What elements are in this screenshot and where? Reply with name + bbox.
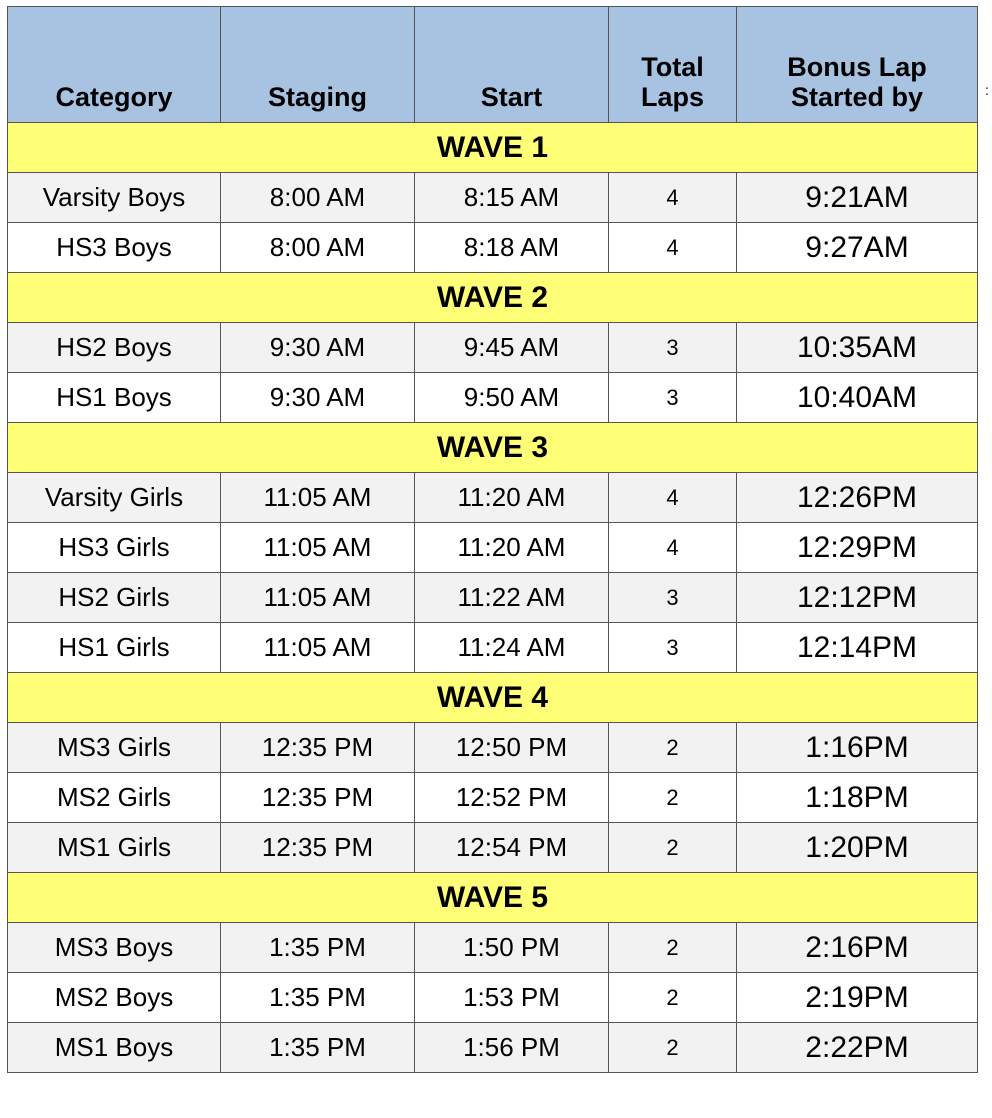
category-cell: Varsity Boys [8,173,221,223]
start-cell: 8:18 AM [415,223,609,273]
table-row [8,623,978,673]
bonus-cell: 2:22PM [737,1023,978,1073]
header-start: Start [415,7,609,123]
laps-cell: 3 [609,623,737,673]
bonus-cell: 1:20PM [737,823,978,873]
start-cell: 1:56 PM [415,1023,609,1073]
category-cell: HS2 Girls [8,573,221,623]
category-cell: MS2 Girls [8,773,221,823]
schedule-body [8,123,978,1073]
laps-cell: 3 [609,323,737,373]
category-cell: MS3 Boys [8,923,221,973]
start-cell: 12:52 PM [415,773,609,823]
category-cell: HS1 Girls [8,623,221,673]
laps-cell: 4 [609,523,737,573]
table-row [8,523,978,573]
table-row [8,573,978,623]
bonus-cell: 1:18PM [737,773,978,823]
table-row [8,973,978,1023]
start-cell: 11:20 AM [415,473,609,523]
start-cell: 11:20 AM [415,523,609,573]
wave-header-row [8,423,978,473]
staging-cell: 11:05 AM [221,473,415,523]
laps-cell: 2 [609,823,737,873]
wave-label: WAVE 1 [8,123,978,173]
wave-header-row [8,873,978,923]
table-row [8,773,978,823]
table-row [8,1023,978,1073]
category-cell: HS1 Boys [8,373,221,423]
race-schedule-table [7,6,978,1073]
category-cell: HS2 Boys [8,323,221,373]
bonus-cell: 2:19PM [737,973,978,1023]
laps-cell: 2 [609,773,737,823]
laps-cell: 2 [609,923,737,973]
category-cell: Varsity Girls [8,473,221,523]
header-bonus-lap [737,7,978,123]
header-bonus-line2: Started by [790,82,924,112]
staging-cell: 12:35 PM [221,823,415,873]
wave-label: WAVE 4 [8,673,978,723]
staging-cell: 12:35 PM [221,723,415,773]
table-row [8,923,978,973]
header-staging: Staging [221,7,415,123]
staging-cell: 8:00 AM [221,223,415,273]
start-cell: 11:22 AM [415,573,609,623]
laps-cell: 4 [609,223,737,273]
bonus-cell: 2:16PM [737,923,978,973]
table-row [8,373,978,423]
laps-cell: 2 [609,973,737,1023]
bonus-cell: 12:29PM [737,523,978,573]
staging-cell: 11:05 AM [221,623,415,673]
table-row [8,223,978,273]
laps-cell: 2 [609,1023,737,1073]
bonus-cell: 12:14PM [737,623,978,673]
start-cell: 12:50 PM [415,723,609,773]
wave-label: WAVE 5 [8,873,978,923]
header-total-laps-line1: Total [641,52,704,82]
bonus-cell: 12:12PM [737,573,978,623]
category-cell: MS1 Boys [8,1023,221,1073]
wave-header-row [8,123,978,173]
wave-header-row [8,673,978,723]
bonus-cell: 10:35AM [737,323,978,373]
header-category: Category [8,7,221,123]
header-total-laps-line2: Laps [640,82,705,112]
table-row [8,473,978,523]
bonus-cell: 10:40AM [737,373,978,423]
laps-cell: 3 [609,373,737,423]
wave-header-row [8,273,978,323]
start-cell: 12:54 PM [415,823,609,873]
header-total-laps [609,7,737,123]
staging-cell: 11:05 AM [221,573,415,623]
laps-cell: 4 [609,473,737,523]
staging-cell: 8:00 AM [221,173,415,223]
start-cell: 11:24 AM [415,623,609,673]
category-cell: MS3 Girls [8,723,221,773]
wave-label: WAVE 3 [8,423,978,473]
staging-cell: 9:30 AM [221,373,415,423]
table-row [8,323,978,373]
table-row [8,723,978,773]
staging-cell: 1:35 PM [221,973,415,1023]
bonus-cell: 9:21AM [737,173,978,223]
edge-fragment: : [985,82,989,98]
bonus-cell: 1:16PM [737,723,978,773]
category-cell: MS2 Boys [8,973,221,1023]
bonus-cell: 12:26PM [737,473,978,523]
staging-cell: 11:05 AM [221,523,415,573]
category-cell: HS3 Boys [8,223,221,273]
start-cell: 1:53 PM [415,973,609,1023]
category-cell: HS3 Girls [8,523,221,573]
wave-label: WAVE 2 [8,273,978,323]
bonus-cell: 9:27AM [737,223,978,273]
staging-cell: 1:35 PM [221,1023,415,1073]
category-cell: MS1 Girls [8,823,221,873]
start-cell: 9:45 AM [415,323,609,373]
laps-cell: 4 [609,173,737,223]
staging-cell: 9:30 AM [221,323,415,373]
staging-cell: 12:35 PM [221,773,415,823]
table-row [8,173,978,223]
laps-cell: 3 [609,573,737,623]
header-row [8,7,978,123]
table-row [8,823,978,873]
start-cell: 8:15 AM [415,173,609,223]
staging-cell: 1:35 PM [221,923,415,973]
laps-cell: 2 [609,723,737,773]
header-bonus-line1: Bonus Lap [787,52,927,82]
start-cell: 1:50 PM [415,923,609,973]
start-cell: 9:50 AM [415,373,609,423]
